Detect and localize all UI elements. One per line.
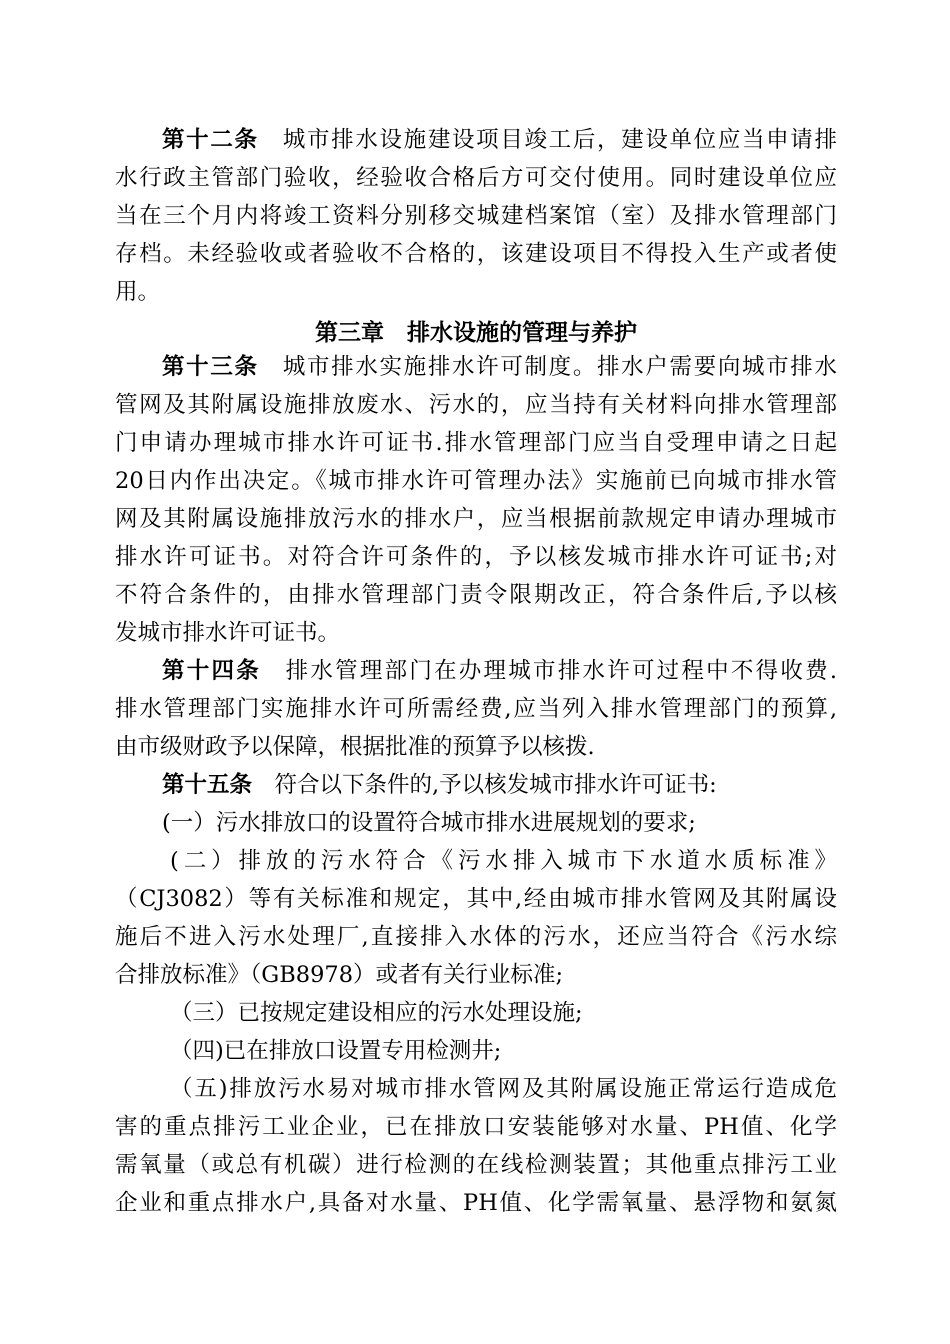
article15-item2-line-3: 施后不进入污水处理厂,直接排入水体的污水，还应当符合《污水综 xyxy=(115,924,837,950)
article15-item5-line-2: 害的重点排污工业企业，已在排放口安装能够对水量、PH值、化学 xyxy=(115,1114,837,1140)
article15-item5-line-3: 需氧量（或总有机碳）进行检测的在线检测装置；其他重点排污工业 xyxy=(115,1152,837,1178)
article13-line-3: 门申请办理城市排水许可证书.排水管理部门应当自受理申请之日起 xyxy=(115,430,837,456)
article13-line-7: 不符合条件的，由排水管理部门责令限期改正，符合条件后,予以核 xyxy=(115,582,837,608)
article15-label: 第十五条 xyxy=(162,772,253,798)
article15-item2-line-2: （CJ3082）等有关标准和规定，其中,经由城市排水管网及其附属设 xyxy=(115,886,837,912)
article13-line-4: 20日内作出决定。《城市排水许可管理办法》实施前已向城市排水管 xyxy=(115,468,837,494)
article14-line-1: 第十四条 排水管理部门在办理城市排水许可过程中不得收费. xyxy=(162,658,837,684)
article12-line-3: 当在三个月内将竣工资料分别移交城建档案馆（室）及排水管理部门 xyxy=(115,203,837,229)
article13-line-1: 第十三条 城市排水实施排水许可制度。排水户需要向城市排水 xyxy=(162,354,837,380)
chapter-heading: 第三章 排水设施的管理与养护 xyxy=(315,320,637,346)
article15-item3: （三）已按规定建设相应的污水处理设施; xyxy=(170,1000,583,1026)
article15-item5-line-1: （五)排放污水易对城市排水管网及其附属设施正常运行造成危 xyxy=(170,1076,837,1102)
article15-item2-line-1: (二）排放的污水符合《污水排入城市下水道水质标准》 xyxy=(170,848,837,874)
article12-line-4: 存档。未经验收或者验收不合格的，该建设项目不得投入生产或者使 xyxy=(115,241,837,267)
article13-line-8: 发城市排水许可证书。 xyxy=(115,620,341,646)
article12-line-2: 水行政主管部门验收，经验收合格后方可交付使用。同时建设单位应 xyxy=(115,165,837,191)
article15-item2-line-4: 合排放标准》（GB8978）或者有关行业标准; xyxy=(115,962,564,988)
article12-line-5: 用。 xyxy=(115,279,161,305)
article12-line-1: 第十二条 城市排水设施建设项目竣工后，建设单位应当申请排 xyxy=(162,127,837,153)
article14-line-3: 由市级财政予以保障，根据批准的预算予以核拨. xyxy=(115,734,595,760)
article15-item4: （四)已在排放口设置专用检测井; xyxy=(170,1038,502,1064)
article14-label: 第十四条 xyxy=(162,658,261,684)
article15-item1: (一）污水排放口的设置符合城市排水进展规划的要求; xyxy=(162,810,696,836)
article13-line-6: 排水许可证书。对符合许可条件的，予以核发城市排水许可证书;对 xyxy=(115,544,837,570)
article15-line-1: 第十五条 符合以下条件的,予以核发城市排水许可证书: xyxy=(162,772,717,798)
article15-item5-line-4: 企业和重点排水户,具备对水量、PH值、化学需氧量、悬浮物和氨氮 xyxy=(115,1190,837,1216)
article14-line-2: 排水管理部门实施排水许可所需经费,应当列入排水管理部门的预算, xyxy=(115,696,837,722)
article13-label: 第十三条 xyxy=(162,354,259,380)
article12-label: 第十二条 xyxy=(162,127,259,153)
article13-line-2: 管网及其附属设施排放废水、污水的，应当持有关材料向排水管理部 xyxy=(115,392,837,418)
article13-line-5: 网及其附属设施排放污水的排水户，应当根据前款规定申请办理城市 xyxy=(115,506,837,532)
